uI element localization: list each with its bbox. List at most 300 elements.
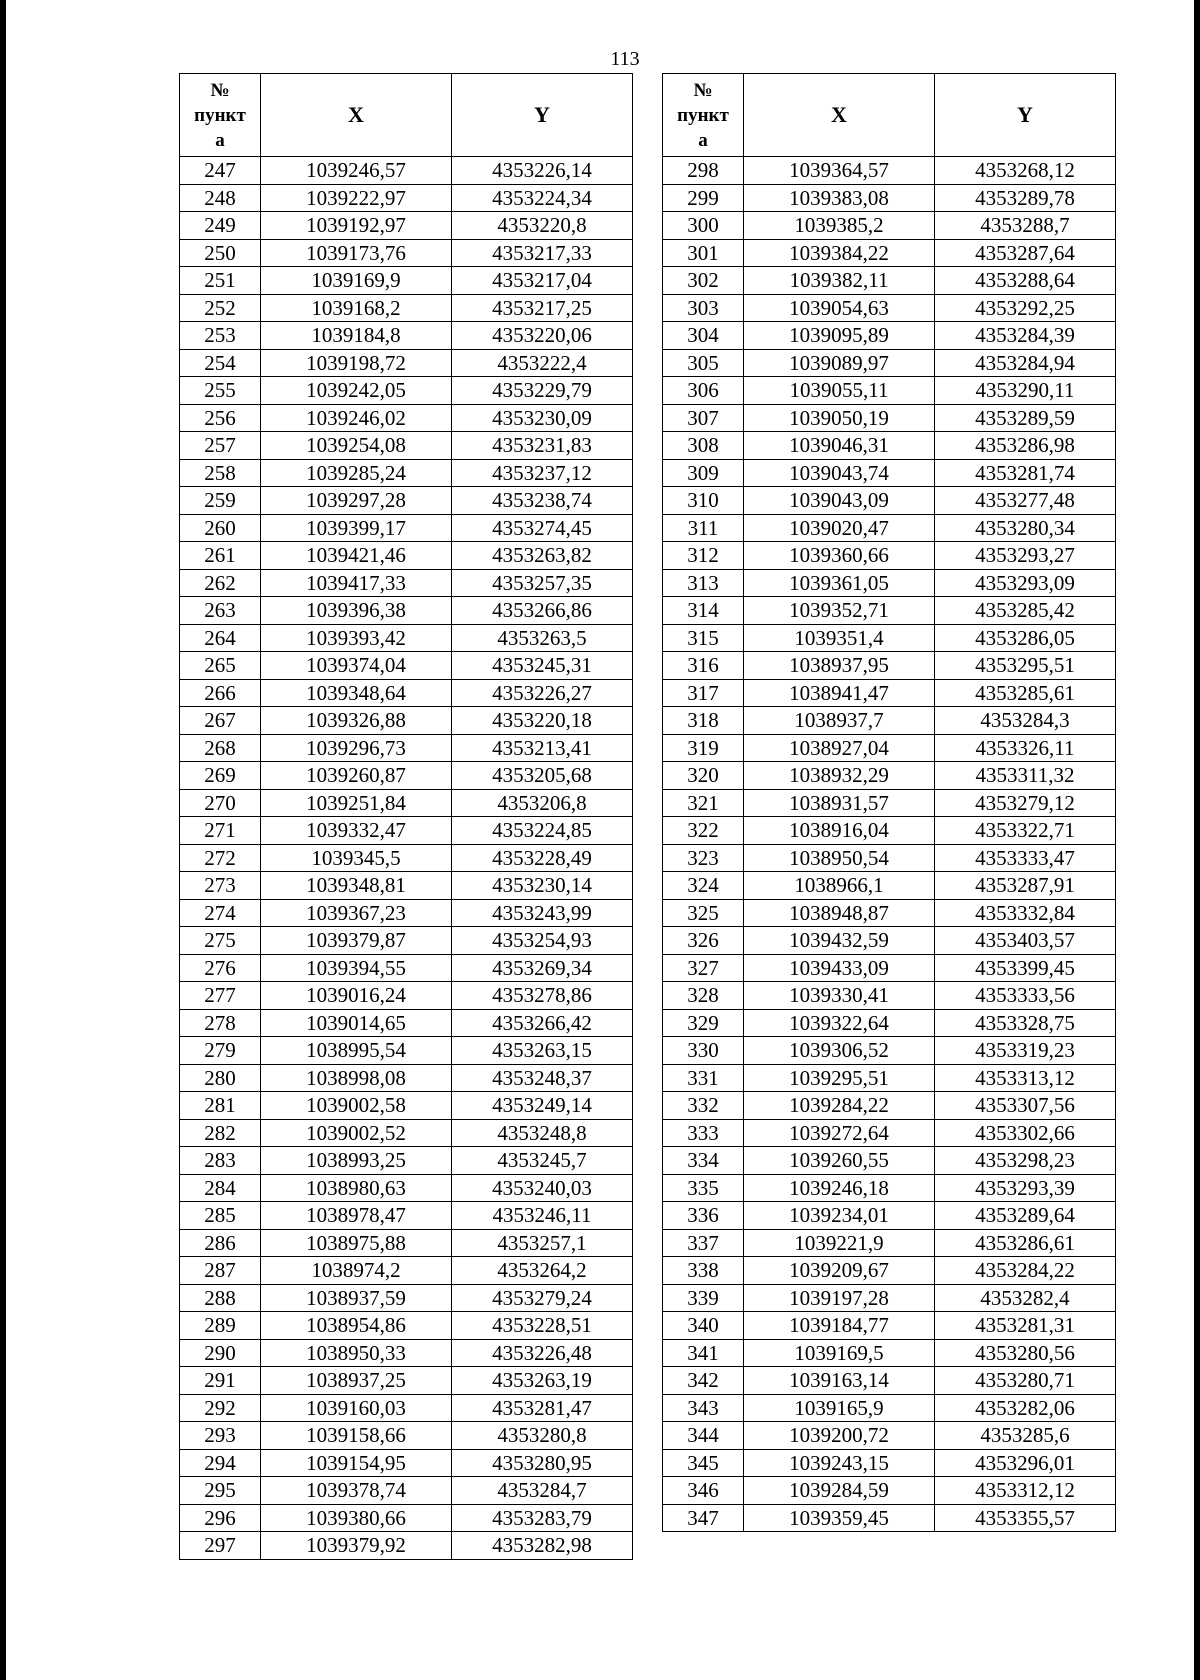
cell-y: 4353293,27 bbox=[935, 542, 1116, 570]
table-row bbox=[180, 1367, 633, 1395]
table-row bbox=[663, 1202, 1116, 1230]
table-row bbox=[663, 569, 1116, 597]
cell-point-number: 253 bbox=[180, 322, 261, 350]
cell-x: 1039002,52 bbox=[261, 1119, 452, 1147]
cell-x: 1039352,71 bbox=[744, 597, 935, 625]
cell-y: 4353263,82 bbox=[452, 542, 633, 570]
cell-y: 4353254,93 bbox=[452, 927, 633, 955]
cell-point-number: 295 bbox=[180, 1477, 261, 1505]
table-row bbox=[180, 212, 633, 240]
cell-point-number: 265 bbox=[180, 652, 261, 680]
cell-y: 4353286,61 bbox=[935, 1229, 1116, 1257]
cell-x: 1039002,58 bbox=[261, 1092, 452, 1120]
cell-x: 1039168,2 bbox=[261, 294, 452, 322]
cell-x: 1039284,22 bbox=[744, 1092, 935, 1120]
cell-x: 1039385,2 bbox=[744, 212, 935, 240]
table-row bbox=[180, 1284, 633, 1312]
cell-x: 1039348,81 bbox=[261, 872, 452, 900]
cell-x: 1038916,04 bbox=[744, 817, 935, 845]
cell-point-number: 301 bbox=[663, 239, 744, 267]
cell-x: 1038937,7 bbox=[744, 707, 935, 735]
table-row bbox=[180, 459, 633, 487]
table-row bbox=[180, 1449, 633, 1477]
table-row bbox=[180, 267, 633, 295]
cell-x: 1038974,2 bbox=[261, 1257, 452, 1285]
cell-y: 4353281,31 bbox=[935, 1312, 1116, 1340]
table-row bbox=[663, 927, 1116, 955]
table-row bbox=[663, 267, 1116, 295]
cell-x: 1038950,33 bbox=[261, 1339, 452, 1367]
cell-point-number: 291 bbox=[180, 1367, 261, 1395]
header-num-line: а bbox=[698, 129, 708, 151]
cell-point-number: 309 bbox=[663, 459, 744, 487]
cell-point-number: 255 bbox=[180, 377, 261, 405]
cell-x: 1039284,59 bbox=[744, 1477, 935, 1505]
cell-x: 1039184,8 bbox=[261, 322, 452, 350]
cell-y: 4353245,31 bbox=[452, 652, 633, 680]
cell-x: 1038948,87 bbox=[744, 899, 935, 927]
table-row bbox=[663, 734, 1116, 762]
cell-point-number: 279 bbox=[180, 1037, 261, 1065]
cell-x: 1039160,03 bbox=[261, 1394, 452, 1422]
cell-y: 4353287,91 bbox=[935, 872, 1116, 900]
table-row bbox=[180, 184, 633, 212]
cell-y: 4353313,12 bbox=[935, 1064, 1116, 1092]
cell-point-number: 315 bbox=[663, 624, 744, 652]
cell-point-number: 266 bbox=[180, 679, 261, 707]
cell-y: 4353237,12 bbox=[452, 459, 633, 487]
cell-y: 4353226,48 bbox=[452, 1339, 633, 1367]
cell-y: 4353245,7 bbox=[452, 1147, 633, 1175]
cell-x: 1039209,67 bbox=[744, 1257, 935, 1285]
table-row bbox=[180, 899, 633, 927]
cell-x: 1039380,66 bbox=[261, 1504, 452, 1532]
cell-point-number: 286 bbox=[180, 1229, 261, 1257]
table-row bbox=[180, 707, 633, 735]
table-row bbox=[180, 597, 633, 625]
cell-x: 1039297,28 bbox=[261, 487, 452, 515]
cell-y: 4353264,2 bbox=[452, 1257, 633, 1285]
cell-point-number: 341 bbox=[663, 1339, 744, 1367]
cell-point-number: 257 bbox=[180, 432, 261, 460]
cell-point-number: 320 bbox=[663, 762, 744, 790]
header-num-line: пункт bbox=[194, 104, 246, 126]
cell-x: 1039360,66 bbox=[744, 542, 935, 570]
cell-x: 1039399,17 bbox=[261, 514, 452, 542]
cell-x: 1039326,88 bbox=[261, 707, 452, 735]
cell-y: 4353257,1 bbox=[452, 1229, 633, 1257]
cell-y: 4353274,45 bbox=[452, 514, 633, 542]
cell-x: 1039043,74 bbox=[744, 459, 935, 487]
cell-point-number: 269 bbox=[180, 762, 261, 790]
table-row bbox=[663, 982, 1116, 1010]
cell-y: 4353228,49 bbox=[452, 844, 633, 872]
cell-point-number: 319 bbox=[663, 734, 744, 762]
cell-point-number: 290 bbox=[180, 1339, 261, 1367]
cell-x: 1038980,63 bbox=[261, 1174, 452, 1202]
table-row bbox=[663, 322, 1116, 350]
cell-y: 4353293,09 bbox=[935, 569, 1116, 597]
cell-y: 4353280,56 bbox=[935, 1339, 1116, 1367]
table-row bbox=[180, 1422, 633, 1450]
cell-point-number: 297 bbox=[180, 1532, 261, 1560]
cell-x: 1039383,08 bbox=[744, 184, 935, 212]
cell-x: 1039192,97 bbox=[261, 212, 452, 240]
cell-x: 1039169,5 bbox=[744, 1339, 935, 1367]
cell-point-number: 311 bbox=[663, 514, 744, 542]
cell-x: 1038993,25 bbox=[261, 1147, 452, 1175]
cell-point-number: 276 bbox=[180, 954, 261, 982]
table-row bbox=[663, 624, 1116, 652]
cell-point-number: 277 bbox=[180, 982, 261, 1010]
cell-y: 4353292,25 bbox=[935, 294, 1116, 322]
table-row bbox=[663, 212, 1116, 240]
cell-point-number: 314 bbox=[663, 597, 744, 625]
table-row bbox=[180, 377, 633, 405]
cell-x: 1039234,01 bbox=[744, 1202, 935, 1230]
table-row bbox=[663, 597, 1116, 625]
coordinates-table-left bbox=[179, 73, 633, 1560]
table-row bbox=[663, 432, 1116, 460]
cell-x: 1039246,57 bbox=[261, 157, 452, 185]
cell-x: 1038937,25 bbox=[261, 1367, 452, 1395]
cell-y: 4353226,27 bbox=[452, 679, 633, 707]
cell-y: 4353332,84 bbox=[935, 899, 1116, 927]
cell-y: 4353319,23 bbox=[935, 1037, 1116, 1065]
table-row bbox=[180, 1009, 633, 1037]
cell-x: 1039243,15 bbox=[744, 1449, 935, 1477]
table-row bbox=[180, 1174, 633, 1202]
cell-y: 4353289,59 bbox=[935, 404, 1116, 432]
table-row bbox=[663, 1284, 1116, 1312]
table-row bbox=[663, 652, 1116, 680]
table-row bbox=[663, 1009, 1116, 1037]
table-row bbox=[663, 487, 1116, 515]
cell-point-number: 342 bbox=[663, 1367, 744, 1395]
cell-x: 1039322,64 bbox=[744, 1009, 935, 1037]
table-row bbox=[663, 679, 1116, 707]
cell-x: 1039016,24 bbox=[261, 982, 452, 1010]
cell-x: 1038998,08 bbox=[261, 1064, 452, 1092]
cell-y: 4353248,37 bbox=[452, 1064, 633, 1092]
cell-point-number: 323 bbox=[663, 844, 744, 872]
table-row bbox=[180, 789, 633, 817]
cell-y: 4353322,71 bbox=[935, 817, 1116, 845]
table-row bbox=[180, 954, 633, 982]
cell-y: 4353281,74 bbox=[935, 459, 1116, 487]
cell-y: 4353220,06 bbox=[452, 322, 633, 350]
cell-point-number: 294 bbox=[180, 1449, 261, 1477]
cell-x: 1038932,29 bbox=[744, 762, 935, 790]
cell-x: 1039089,97 bbox=[744, 349, 935, 377]
cell-point-number: 329 bbox=[663, 1009, 744, 1037]
table-row bbox=[180, 817, 633, 845]
cell-point-number: 304 bbox=[663, 322, 744, 350]
cell-point-number: 281 bbox=[180, 1092, 261, 1120]
table-row bbox=[180, 1477, 633, 1505]
cell-y: 4353228,51 bbox=[452, 1312, 633, 1340]
table-row bbox=[180, 679, 633, 707]
cell-y: 4353285,6 bbox=[935, 1422, 1116, 1450]
cell-x: 1039272,64 bbox=[744, 1119, 935, 1147]
table-row bbox=[180, 1257, 633, 1285]
cell-x: 1039432,59 bbox=[744, 927, 935, 955]
cell-point-number: 317 bbox=[663, 679, 744, 707]
cell-x: 1039394,55 bbox=[261, 954, 452, 982]
cell-point-number: 249 bbox=[180, 212, 261, 240]
table-row bbox=[663, 1422, 1116, 1450]
cell-x: 1039285,24 bbox=[261, 459, 452, 487]
cell-point-number: 332 bbox=[663, 1092, 744, 1120]
cell-point-number: 278 bbox=[180, 1009, 261, 1037]
cell-y: 4353281,47 bbox=[452, 1394, 633, 1422]
cell-x: 1039374,04 bbox=[261, 652, 452, 680]
table-row bbox=[180, 294, 633, 322]
cell-x: 1039163,14 bbox=[744, 1367, 935, 1395]
cell-x: 1039251,84 bbox=[261, 789, 452, 817]
cell-point-number: 296 bbox=[180, 1504, 261, 1532]
cell-point-number: 293 bbox=[180, 1422, 261, 1450]
table-row bbox=[180, 1202, 633, 1230]
cell-y: 4353288,7 bbox=[935, 212, 1116, 240]
table-row bbox=[180, 1119, 633, 1147]
header-point-number bbox=[663, 74, 744, 157]
cell-point-number: 331 bbox=[663, 1064, 744, 1092]
table-row bbox=[180, 157, 633, 185]
cell-point-number: 268 bbox=[180, 734, 261, 762]
table-row bbox=[663, 872, 1116, 900]
cell-x: 1039246,02 bbox=[261, 404, 452, 432]
cell-point-number: 325 bbox=[663, 899, 744, 927]
cell-y: 4353248,8 bbox=[452, 1119, 633, 1147]
table-row bbox=[663, 762, 1116, 790]
cell-y: 4353284,94 bbox=[935, 349, 1116, 377]
cell-y: 4353257,35 bbox=[452, 569, 633, 597]
cell-x: 1038937,59 bbox=[261, 1284, 452, 1312]
cell-y: 4353293,39 bbox=[935, 1174, 1116, 1202]
cell-y: 4353333,47 bbox=[935, 844, 1116, 872]
cell-point-number: 248 bbox=[180, 184, 261, 212]
cell-point-number: 344 bbox=[663, 1422, 744, 1450]
cell-point-number: 273 bbox=[180, 872, 261, 900]
cell-point-number: 340 bbox=[663, 1312, 744, 1340]
cell-y: 4353287,64 bbox=[935, 239, 1116, 267]
cell-y: 4353284,3 bbox=[935, 707, 1116, 735]
cell-y: 4353284,39 bbox=[935, 322, 1116, 350]
cell-point-number: 339 bbox=[663, 1284, 744, 1312]
header-x: X bbox=[744, 74, 935, 157]
table-row bbox=[663, 1312, 1116, 1340]
cell-y: 4353280,8 bbox=[452, 1422, 633, 1450]
cell-point-number: 250 bbox=[180, 239, 261, 267]
cell-point-number: 287 bbox=[180, 1257, 261, 1285]
cell-x: 1039197,28 bbox=[744, 1284, 935, 1312]
cell-y: 4353399,45 bbox=[935, 954, 1116, 982]
table-row bbox=[180, 734, 633, 762]
cell-y: 4353289,64 bbox=[935, 1202, 1116, 1230]
table-row bbox=[180, 1147, 633, 1175]
cell-point-number: 263 bbox=[180, 597, 261, 625]
cell-point-number: 288 bbox=[180, 1284, 261, 1312]
table-row bbox=[180, 762, 633, 790]
cell-x: 1039345,5 bbox=[261, 844, 452, 872]
scan-edge-right bbox=[1194, 0, 1200, 1680]
cell-point-number: 336 bbox=[663, 1202, 744, 1230]
table-row bbox=[663, 1147, 1116, 1175]
cell-point-number: 270 bbox=[180, 789, 261, 817]
cell-point-number: 298 bbox=[663, 157, 744, 185]
cell-x: 1039359,45 bbox=[744, 1504, 935, 1532]
cell-point-number: 334 bbox=[663, 1147, 744, 1175]
cell-x: 1039050,19 bbox=[744, 404, 935, 432]
header-point-number bbox=[180, 74, 261, 157]
cell-y: 4353269,34 bbox=[452, 954, 633, 982]
cell-y: 4353268,12 bbox=[935, 157, 1116, 185]
cell-point-number: 343 bbox=[663, 1394, 744, 1422]
cell-point-number: 274 bbox=[180, 899, 261, 927]
cell-y: 4353279,24 bbox=[452, 1284, 633, 1312]
cell-y: 4353284,22 bbox=[935, 1257, 1116, 1285]
table-row bbox=[663, 1449, 1116, 1477]
cell-y: 4353230,09 bbox=[452, 404, 633, 432]
cell-y: 4353217,04 bbox=[452, 267, 633, 295]
table-row bbox=[663, 1257, 1116, 1285]
table-row bbox=[663, 1229, 1116, 1257]
cell-x: 1039417,33 bbox=[261, 569, 452, 597]
cell-point-number: 262 bbox=[180, 569, 261, 597]
cell-x: 1039260,87 bbox=[261, 762, 452, 790]
table-row bbox=[663, 239, 1116, 267]
table-row bbox=[180, 239, 633, 267]
cell-y: 4353220,8 bbox=[452, 212, 633, 240]
cell-x: 1038941,47 bbox=[744, 679, 935, 707]
cell-point-number: 303 bbox=[663, 294, 744, 322]
cell-y: 4353217,25 bbox=[452, 294, 633, 322]
table-row bbox=[663, 1037, 1116, 1065]
cell-y: 4353286,05 bbox=[935, 624, 1116, 652]
table-body-right bbox=[663, 157, 1116, 1532]
header-num-line: а bbox=[215, 129, 225, 151]
cell-point-number: 333 bbox=[663, 1119, 744, 1147]
cell-point-number: 346 bbox=[663, 1477, 744, 1505]
cell-point-number: 345 bbox=[663, 1449, 744, 1477]
cell-y: 4353238,74 bbox=[452, 487, 633, 515]
cell-x: 1039222,97 bbox=[261, 184, 452, 212]
cell-y: 4353285,61 bbox=[935, 679, 1116, 707]
cell-point-number: 251 bbox=[180, 267, 261, 295]
cell-x: 1039384,22 bbox=[744, 239, 935, 267]
cell-y: 4353279,12 bbox=[935, 789, 1116, 817]
table-row bbox=[663, 1504, 1116, 1532]
cell-x: 1038978,47 bbox=[261, 1202, 452, 1230]
cell-y: 4353302,66 bbox=[935, 1119, 1116, 1147]
cell-point-number: 285 bbox=[180, 1202, 261, 1230]
cell-point-number: 337 bbox=[663, 1229, 744, 1257]
cell-y: 4353286,98 bbox=[935, 432, 1116, 460]
cell-y: 4353298,23 bbox=[935, 1147, 1116, 1175]
table-row bbox=[663, 1394, 1116, 1422]
cell-x: 1039361,05 bbox=[744, 569, 935, 597]
cell-point-number: 326 bbox=[663, 927, 744, 955]
cell-point-number: 335 bbox=[663, 1174, 744, 1202]
header-num-line: № bbox=[693, 79, 713, 101]
cell-x: 1039378,74 bbox=[261, 1477, 452, 1505]
table-row bbox=[180, 404, 633, 432]
cell-point-number: 328 bbox=[663, 982, 744, 1010]
table-row bbox=[663, 294, 1116, 322]
table-row bbox=[180, 844, 633, 872]
cell-point-number: 307 bbox=[663, 404, 744, 432]
cell-point-number: 260 bbox=[180, 514, 261, 542]
cell-y: 4353224,34 bbox=[452, 184, 633, 212]
cell-point-number: 324 bbox=[663, 872, 744, 900]
table-row bbox=[663, 184, 1116, 212]
cell-point-number: 299 bbox=[663, 184, 744, 212]
table-row bbox=[180, 542, 633, 570]
cell-x: 1039020,47 bbox=[744, 514, 935, 542]
header-y: Y bbox=[452, 74, 633, 157]
cell-y: 4353288,64 bbox=[935, 267, 1116, 295]
cell-x: 1039306,52 bbox=[744, 1037, 935, 1065]
table-row bbox=[663, 542, 1116, 570]
table-row bbox=[663, 789, 1116, 817]
cell-point-number: 305 bbox=[663, 349, 744, 377]
cell-x: 1039246,18 bbox=[744, 1174, 935, 1202]
table-row bbox=[663, 899, 1116, 927]
cell-y: 4353246,11 bbox=[452, 1202, 633, 1230]
cell-x: 1039200,72 bbox=[744, 1422, 935, 1450]
cell-y: 4353295,51 bbox=[935, 652, 1116, 680]
cell-x: 1039154,95 bbox=[261, 1449, 452, 1477]
cell-x: 1039014,65 bbox=[261, 1009, 452, 1037]
cell-y: 4353205,68 bbox=[452, 762, 633, 790]
table-row bbox=[663, 1064, 1116, 1092]
cell-point-number: 267 bbox=[180, 707, 261, 735]
cell-x: 1038950,54 bbox=[744, 844, 935, 872]
cell-point-number: 258 bbox=[180, 459, 261, 487]
cell-y: 4353289,78 bbox=[935, 184, 1116, 212]
cell-y: 4353311,32 bbox=[935, 762, 1116, 790]
table-row bbox=[180, 569, 633, 597]
cell-y: 4353230,14 bbox=[452, 872, 633, 900]
table-row bbox=[663, 514, 1116, 542]
cell-point-number: 321 bbox=[663, 789, 744, 817]
table-row bbox=[180, 1229, 633, 1257]
cell-point-number: 282 bbox=[180, 1119, 261, 1147]
cell-x: 1039348,64 bbox=[261, 679, 452, 707]
cell-y: 4353224,85 bbox=[452, 817, 633, 845]
cell-y: 4353229,79 bbox=[452, 377, 633, 405]
cell-point-number: 256 bbox=[180, 404, 261, 432]
cell-y: 4353206,8 bbox=[452, 789, 633, 817]
table-row bbox=[663, 349, 1116, 377]
cell-x: 1039158,66 bbox=[261, 1422, 452, 1450]
cell-x: 1039393,42 bbox=[261, 624, 452, 652]
cell-y: 4353213,41 bbox=[452, 734, 633, 762]
cell-y: 4353226,14 bbox=[452, 157, 633, 185]
cell-x: 1039295,51 bbox=[744, 1064, 935, 1092]
table-row bbox=[663, 844, 1116, 872]
table-row bbox=[180, 1504, 633, 1532]
cell-point-number: 247 bbox=[180, 157, 261, 185]
cell-y: 4353282,98 bbox=[452, 1532, 633, 1560]
cell-x: 1039351,4 bbox=[744, 624, 935, 652]
cell-y: 4353307,56 bbox=[935, 1092, 1116, 1120]
header-num-line: пункт bbox=[677, 104, 729, 126]
cell-point-number: 292 bbox=[180, 1394, 261, 1422]
cell-y: 4353326,11 bbox=[935, 734, 1116, 762]
table-row bbox=[663, 1477, 1116, 1505]
